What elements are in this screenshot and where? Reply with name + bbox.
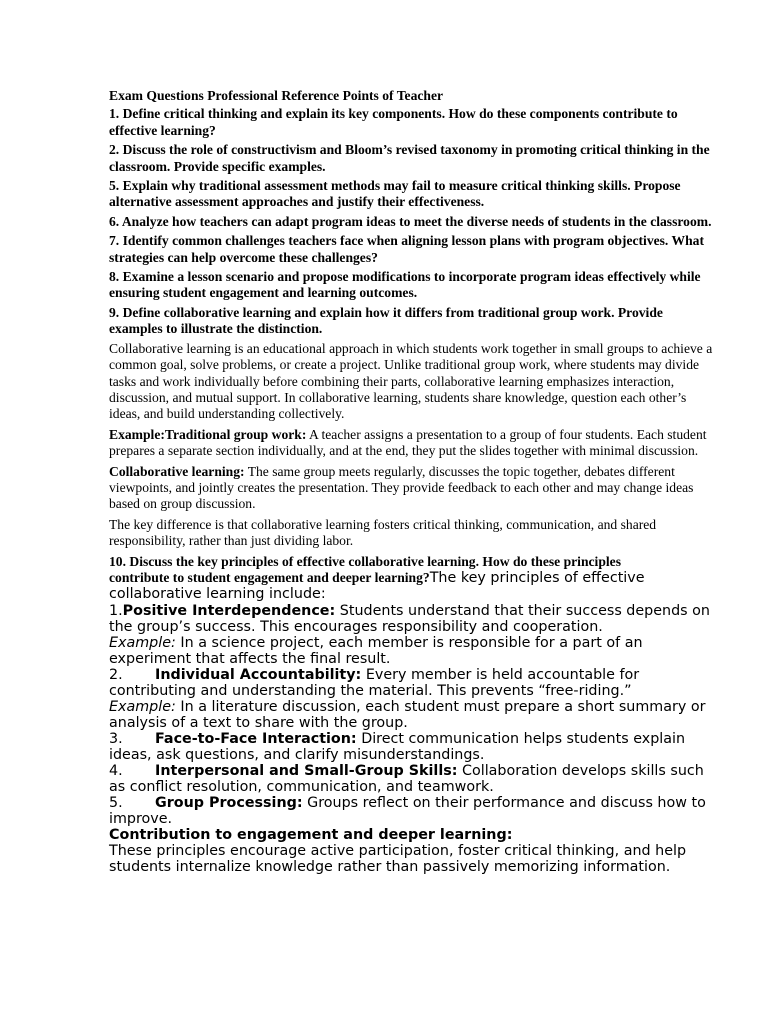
principle-name: Group Processing: [155, 794, 303, 811]
principle-number: 2. [109, 666, 123, 683]
question-7: 7. Identify common challenges teachers face when aligning lesson plans with program objectives. What strategies can help overcome these challenges? [109, 233, 704, 265]
principle-number: 1. [109, 602, 123, 619]
example-label: Example:Traditional group work: [109, 426, 307, 442]
question-1: 1. Define critical thinking and explain its key components. How do these components contribute to effective learning? [109, 106, 678, 138]
question-10-lead-in: The key principles of effective collaborative learning include: [109, 569, 645, 603]
question-10-line-2: contribute to student engagement and deeper learning? [109, 569, 430, 585]
principle-item [109, 731, 715, 763]
answer-9-example [109, 427, 715, 460]
principle-text: Collaboration develops skills such as conflict resolution, communication, and teamwork. [109, 762, 704, 795]
principle-example-text: In a science project, each member is responsible for a part of an experiment that affects the final result. [109, 634, 643, 667]
document-page [109, 88, 715, 875]
principle-example-text: In a literature discussion, each student must prepare a short summary or analysis of a text to share with the group. [109, 698, 706, 731]
principle-item [109, 795, 715, 827]
principle-name: Individual Accountability: [155, 666, 362, 683]
principle-item [109, 667, 715, 731]
principle-name: Positive Interdependence: [122, 602, 336, 619]
example-text: A teacher assigns a presentation to a group of four students. Each student prepares a separate section individually, and at the end, they put the slides together with minimal discussion. [109, 426, 707, 459]
principle-text: Every member is held accountable for contributing and understanding the material. This prevents “free-riding.” [109, 666, 640, 699]
principle-number: 3. [109, 730, 123, 747]
document-title: Exam Questions Professional Reference Points of Teacher [109, 88, 444, 103]
question-6: 6. Analyze how teachers can adapt program ideas to meet the diverse needs of students in the classroom. [109, 213, 712, 229]
question-2: 2. Discuss the role of constructivism and Bloom’s revised taxonomy in promoting critical thinking in the classroom. Provide specific examples. [109, 142, 710, 174]
collaborative-label: Collaborative learning: [109, 463, 245, 479]
question-10 [109, 554, 715, 603]
principle-name: Face-to-Face Interaction: [155, 730, 357, 747]
principle-name: Interpersonal and Small-Group Skills: [155, 762, 458, 779]
collaborative-text: The same group meets regularly, discusses the topic together, debates different viewpoints, and jointly creates the presentation. They provide feedback to each other and may change ideas based on group discussion. [109, 463, 694, 512]
question-10-line-1: 10. Discuss the key principles of effective collaborative learning. How do these principles [109, 553, 621, 569]
question-5: 5. Explain why traditional assessment methods may fail to measure critical thinking skills. Propose alternative assessment approaches and justify their effectiveness. [109, 178, 681, 210]
question-8: 8. Examine a lesson scenario and propose modifications to incorporate program ideas effectively while ensuring student engagement and learning outcomes. [109, 269, 701, 301]
principle-example-label: Example: [109, 634, 176, 651]
principle-item [109, 763, 715, 795]
question-9: 9. Define collaborative learning and explain how it differs from traditional group work. Provide examples to illustrate the distinction. [109, 304, 663, 337]
principle-number: 4. [109, 762, 123, 779]
answer-9-key-difference: The key difference is that collaborative learning fosters critical thinking, communication, and shared responsibility, rather than just dividing labor. [109, 516, 657, 549]
principle-text: Direct communication helps students explain ideas, ask questions, and clarify misunderstandings. [109, 730, 686, 763]
principle-text: Groups reflect on their performance and discuss how to improve. [109, 794, 706, 827]
principle-item [109, 603, 715, 667]
principle-number: 5. [109, 794, 123, 811]
contribution-text: These principles encourage active participation, foster critical thinking, and help students internalize knowledge rather than passively memorizing information. [109, 842, 687, 875]
answer-9-intro: Collaborative learning is an educational approach in which students work together in small groups to achieve a common goal, solve problems, or create a project. Unlike traditional group work, where students may divide tasks and work individually before combining their parts, collaborative learning emphasizes interaction, discussion, and mutual support. In collaborative learning, students share knowledge, question each other’s ideas, and build understanding collectively. [109, 340, 713, 422]
answer-9-collaborative [109, 464, 715, 513]
principles-list [109, 603, 715, 875]
contribution-heading: Contribution to engagement and deeper learning: [109, 826, 513, 843]
principle-example-label: Example: [109, 698, 176, 715]
principle-text: Students understand that their success depends on the group’s success. This encourages responsibility and cooperation. [109, 602, 710, 635]
